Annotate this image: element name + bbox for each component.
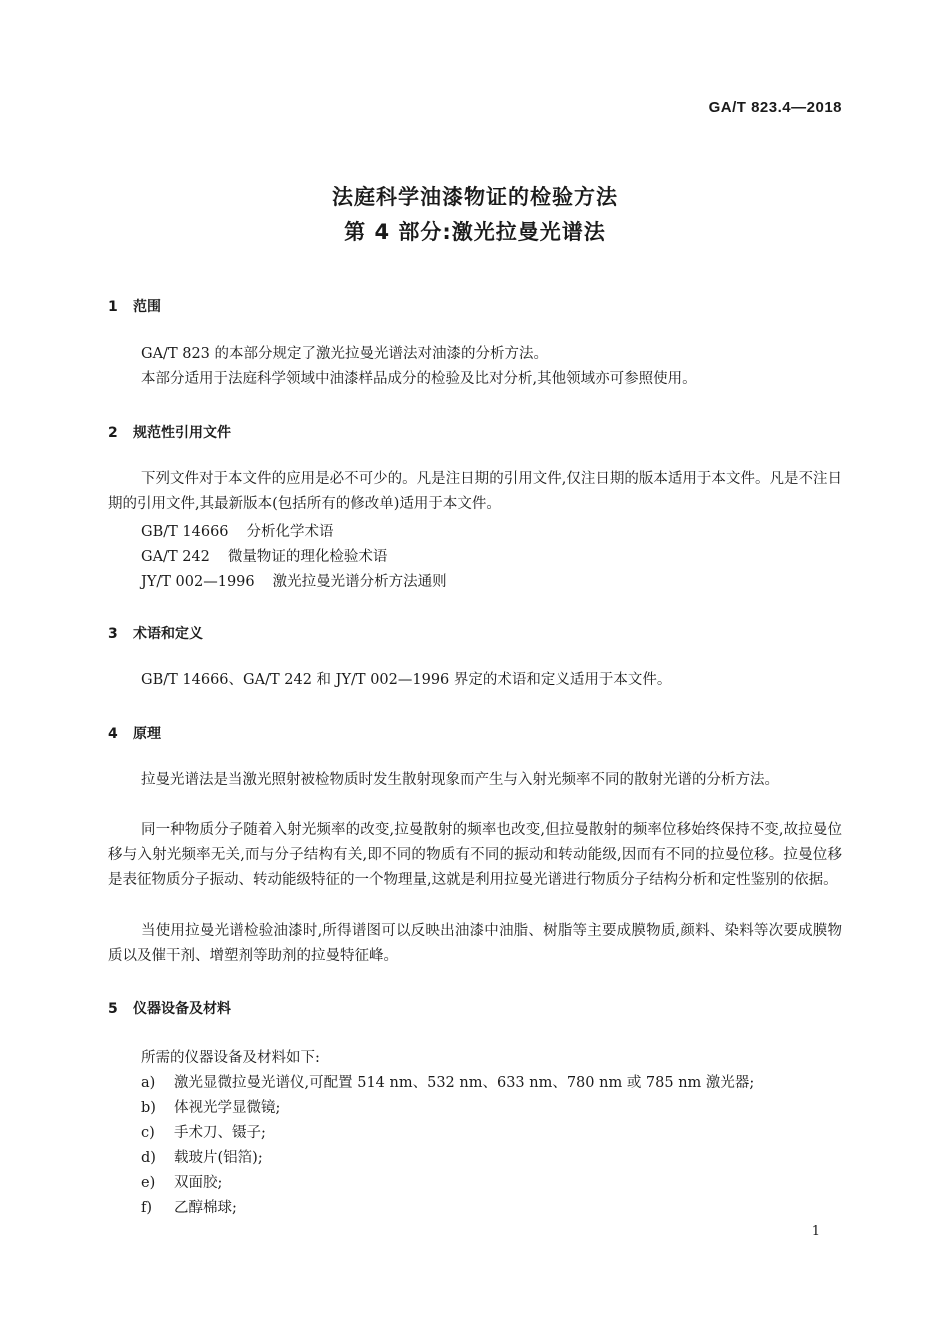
standard-code: GA/T 823.4—2018 xyxy=(708,99,842,116)
section-5-intro: 所需的仪器设备及材料如下: xyxy=(141,1050,320,1066)
reference-title: 微量物证的理化检验术语 xyxy=(227,549,388,565)
list-item xyxy=(141,1071,754,1092)
section-title: 范围 xyxy=(133,299,161,315)
section-title: 原理 xyxy=(133,726,161,742)
list-item-label: d) xyxy=(141,1150,156,1166)
section-2-heading xyxy=(108,422,231,442)
section-number: 5 xyxy=(108,1001,118,1017)
list-item-text: 激光显微拉曼光谱仪,可配置 514 nm、532 nm、633 nm、780 nm 或 785 nm 激光器; xyxy=(174,1075,755,1091)
section-3-heading xyxy=(108,623,203,643)
reference-title: 分析化学术语 xyxy=(246,524,334,540)
list-item xyxy=(141,1096,280,1117)
page-number: 1 xyxy=(811,1224,820,1239)
reference-code: JY/T 002—1996 xyxy=(141,574,255,590)
list-item-label: e) xyxy=(141,1175,156,1191)
section-number: 1 xyxy=(108,299,118,315)
list-item-text: 乙醇棉球; xyxy=(174,1200,237,1216)
section-1-heading xyxy=(108,296,161,316)
list-item-label: a) xyxy=(141,1075,156,1091)
reference-code: GA/T 242 xyxy=(141,549,210,565)
list-item-text: 载玻片(铝箔); xyxy=(174,1150,263,1166)
list-item xyxy=(141,1196,237,1217)
normative-reference xyxy=(141,545,387,566)
section-title: 仪器设备及材料 xyxy=(133,1001,231,1017)
reference-code: GB/T 14666 xyxy=(141,524,229,540)
section-2-intro: 下列文件对于本文件的应用是必不可少的。凡是注日期的引用文件,仅注日期的版本适用于本文件。凡是不注日期的引用文件,其最新版本(包括所有的修改单)适用于本文件。 xyxy=(108,471,842,512)
document-subtitle: 第 4 部分:激光拉曼光谱法 xyxy=(344,220,606,244)
section-1-paragraph: 本部分适用于法庭科学领域中油漆样品成分的检验及比对分析,其他领域亦可参照使用。 xyxy=(141,371,697,387)
section-5-heading xyxy=(108,998,231,1018)
list-item-label: c) xyxy=(141,1125,155,1141)
list-item xyxy=(141,1121,266,1142)
normative-reference xyxy=(141,570,447,591)
document-title: 法庭科学油漆物证的检验方法 xyxy=(332,185,618,209)
section-4-paragraph: 拉曼光谱法是当激光照射被检物质时发生散射现象而产生与入射光频率不同的散射光谱的分析方法。 xyxy=(141,772,779,788)
section-title: 术语和定义 xyxy=(133,626,203,642)
section-number: 3 xyxy=(108,626,118,642)
section-4-paragraph: 当使用拉曼光谱检验油漆时,所得谱图可以反映出油漆中油脂、树脂等主要成膜物质,颜料、染料等次要成膜物质以及催干剂、增塑剂等助剂的拉曼特征峰。 xyxy=(108,923,842,964)
section-number: 4 xyxy=(108,726,118,742)
normative-reference xyxy=(141,520,334,541)
section-4-heading xyxy=(108,723,161,743)
section-number: 2 xyxy=(108,425,118,441)
list-item-text: 体视光学显微镜; xyxy=(174,1100,281,1116)
list-item-label: b) xyxy=(141,1100,156,1116)
list-item-label: f) xyxy=(141,1200,153,1216)
section-3-paragraph: GB/T 14666、GA/T 242 和 JY/T 002—1996 界定的术语和定义适用于本文件。 xyxy=(141,672,672,688)
list-item-text: 手术刀、镊子; xyxy=(174,1125,266,1141)
section-1-paragraph: GA/T 823 的本部分规定了激光拉曼光谱法对油漆的分析方法。 xyxy=(141,346,549,362)
section-4-paragraph: 同一种物质分子随着入射光频率的改变,拉曼散射的频率也改变,但拉曼散射的频率位移始终保持不变,故拉曼位移与入射光频率无关,而与分子结构有关,即不同的物质有不同的振动和转动能级,因而有不同的拉曼位移。拉曼位移是表征物质分子振动、转动能级特征的一个物理量,这就是利用拉曼光谱进行物质分子结构分析和定性鉴别的依据。 xyxy=(108,822,842,888)
list-item xyxy=(141,1146,263,1167)
list-item-text: 双面胶; xyxy=(174,1175,223,1191)
section-title: 规范性引用文件 xyxy=(133,425,231,441)
reference-title: 激光拉曼光谱分析方法通则 xyxy=(272,574,447,590)
list-item xyxy=(141,1171,222,1192)
